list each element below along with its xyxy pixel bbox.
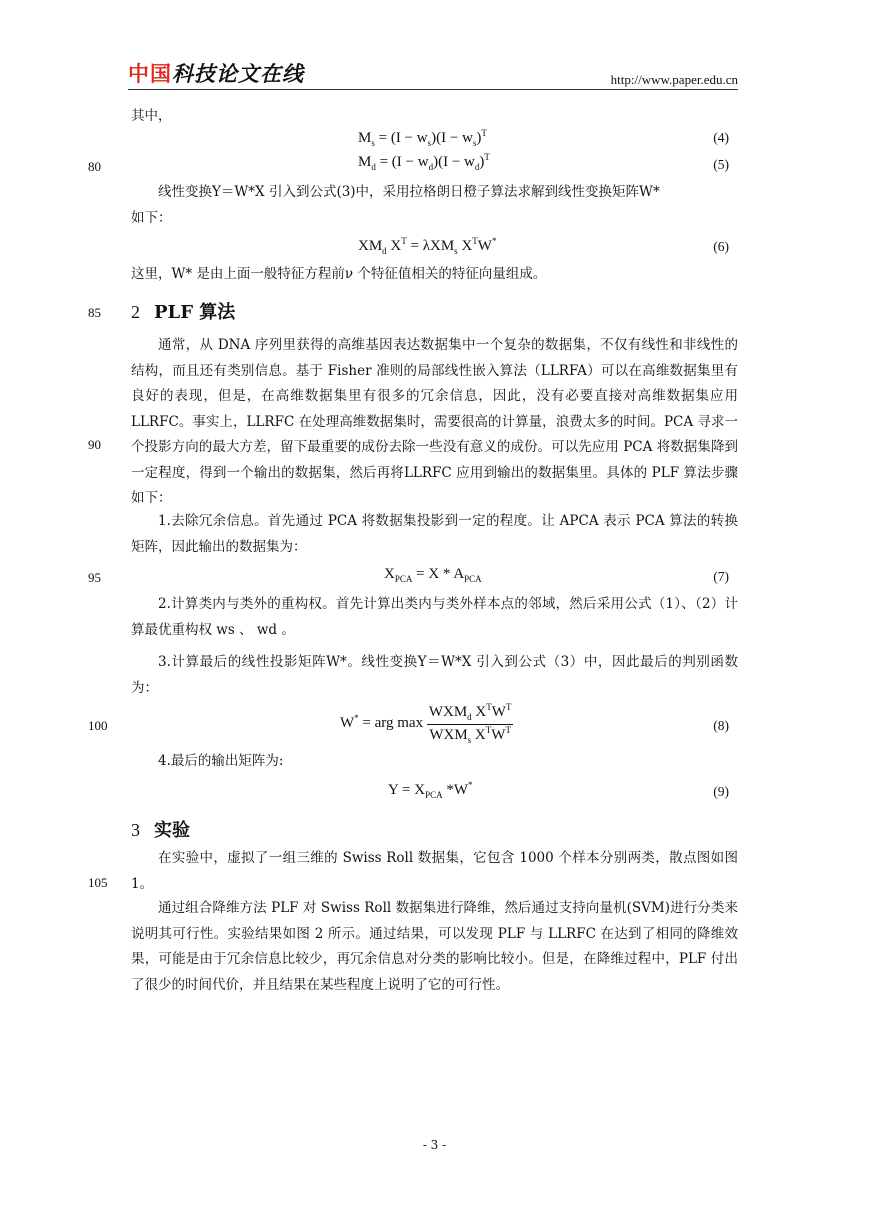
header-rule xyxy=(128,89,738,90)
section-2-heading: 2 PLF 算法 xyxy=(131,302,236,323)
section-3-paragraph-1: 在实验中，虚拟了一组三维的 Swiss Roll 数据集，它包含 1000 个样本分别两类，散点图如图 1。 xyxy=(131,850,738,892)
text-rxia: 如下： xyxy=(131,210,172,226)
text-linear-transform: 线性变换Y＝W*X 引入到公式(3)中，采用拉格朗日橙子算法求解到线性变换矩阵W* xyxy=(158,184,660,200)
text-qizhong: 其中， xyxy=(131,108,172,124)
equation-7-number: (7) xyxy=(713,569,729,584)
line-number-90: 90 xyxy=(88,437,101,452)
equation-4-number: (4) xyxy=(713,130,729,145)
line-number-100: 100 xyxy=(88,718,108,733)
equation-5-number: (5) xyxy=(713,157,729,172)
equation-7: $X_{PCA} = X * A_{PCA}$ xyxy=(384,566,482,584)
equation-4: $M_s = (I - w_s)(I - w_s)^T$ xyxy=(358,128,487,148)
line-number-95: 95 xyxy=(88,570,101,585)
equation-8: W* = arg max $\frac{WXM_d X^TW^T}{WXM_s X^TW^T}$ xyxy=(340,702,512,745)
equation-8-number: (8) xyxy=(713,718,729,733)
step-4-text: 4.最后的输出矩阵为: xyxy=(158,753,284,769)
header-url: http://www.paper.edu.cn xyxy=(610,72,738,87)
equation-6-number: (6) xyxy=(713,239,729,254)
section-3-heading: 3 实验 xyxy=(131,820,190,841)
equation-6: $XM_d$ $X^T = \lambda XM_s$ $X^TW^*$ xyxy=(358,236,497,256)
equation-5: $M_d = (I - w_d)(I - w_d)^T$ xyxy=(358,152,490,172)
page-number: - 3 - xyxy=(422,1138,447,1152)
step-2-text: 2.计算类内与类外的重构权。首先计算出类内与类外样本点的邻域，然后采用公式（1）、（2）计算最优重构权 ws 、 wd 。 xyxy=(131,596,738,638)
step-3-text: 3.计算最后的线性投影矩阵W*。线性变换Y＝W*X 引入到公式（3）中，因此最后的判别函数为： xyxy=(131,654,738,696)
line-number-85: 85 xyxy=(88,305,101,320)
section-3-paragraph-2: 通过组合降维方法 PLF 对 Swiss Roll 数据集进行降维，然后通过支持向量机(SVM)进行分类来说明其可行性。实验结果如图 2 所示。通过结果，可以发现 PLF 与 LLRFC 在达到了相同的降维效果，可能是由于冗余信息比较少，再冗余信息对分类的影响比较小。但是，在降维过程中，PLF 付出了很少的时间代价，并且结果在某些程度上说明了它的可行性。 xyxy=(131,900,738,993)
step-1-text: 1.去除冗余信息。首先通过 PCA 将数据集投影到一定的程度。让 APCA 表示 PCA 算法的转换矩阵，因此输出的数据集为： xyxy=(131,513,738,555)
journal-logo: 中国科技论文在线 xyxy=(128,62,304,86)
equation-9-number: (9) xyxy=(713,784,729,799)
equation-9: $Y = X_{PCA}$ *W* xyxy=(388,780,473,800)
line-number-105: 105 xyxy=(88,875,108,890)
line-number-80: 80 xyxy=(88,159,101,174)
section-2-paragraph: 通常，从 DNA 序列里获得的高维基因表达数据集中一个复杂的数据集，不仅有线性和非线性的结构，而且还有类别信息。基于 Fisher 准则的局部线性嵌入算法（LLRFA）可以在高维数据集里有良好的表现，但是，在高维数据集里有很多的冗余信息，因此，没有必要直接对高维数据集应用 LLRFC。事实上，LLRFC 在处理高维数据集时，需要很高的计算量，浪费太多的时间。PCA 寻求一个投影方向的最大方差，留下最重要的成份去除一些没有意义的成份。可以先应用 PCA 将数据集降到一定程度，得到一个输出的数据集，然后再将LLRFC 应用到输出的数据集里。具体的 PLF 算法步骤如下： xyxy=(131,337,738,506)
text-zheli: 这里，W* 是由上面一般特征方程前ν 个特征值相关的特征向量组成。 xyxy=(131,266,547,282)
